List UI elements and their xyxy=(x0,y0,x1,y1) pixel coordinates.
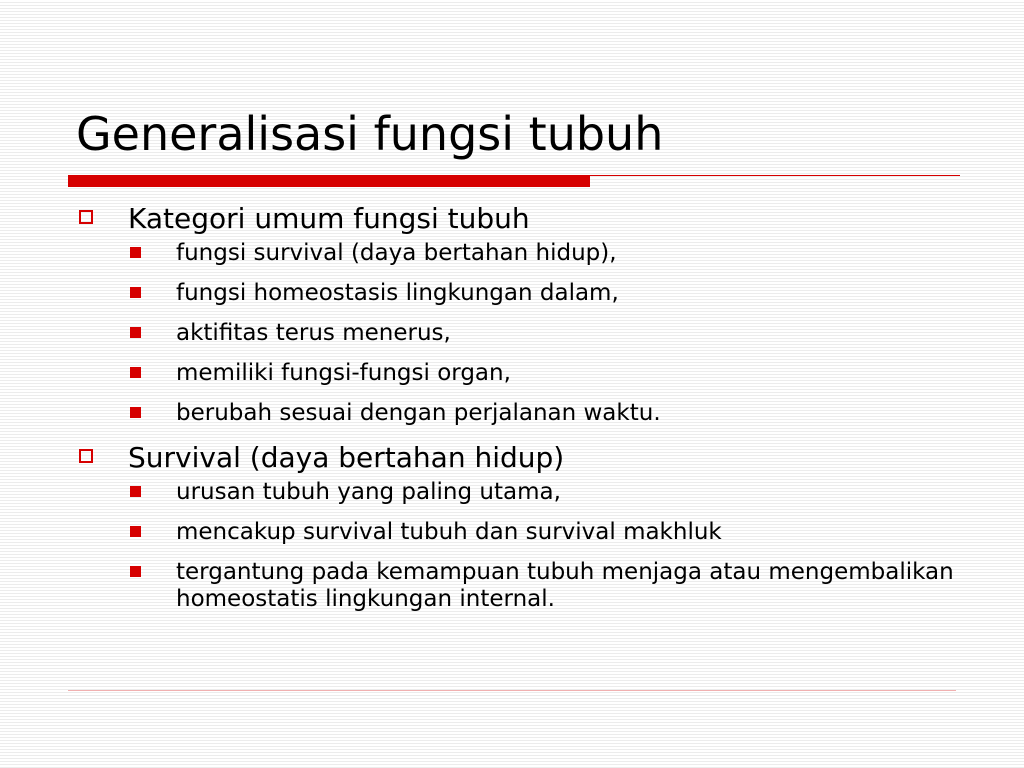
title-underline-thick xyxy=(68,175,590,187)
slide-content xyxy=(76,198,976,623)
footer-divider xyxy=(68,690,956,691)
list-item-text: berubah sesuai dengan perjalanan waktu. xyxy=(176,400,661,426)
solid-square-bullet-icon xyxy=(130,526,141,537)
list-item xyxy=(128,240,976,267)
list-item xyxy=(128,360,976,387)
list-item xyxy=(128,280,976,307)
list-item xyxy=(128,400,976,427)
title-underline-thin xyxy=(590,175,960,176)
section-heading xyxy=(76,437,976,479)
list-item-text: aktifitas terus menerus, xyxy=(176,320,451,346)
list-item-text: tergantung pada kemampuan tubuh menjaga atau mengembalikan homeostatis lingkungan internal. xyxy=(176,559,954,612)
list-item-text: fungsi survival (daya bertahan hidup), xyxy=(176,240,617,266)
solid-square-bullet-icon xyxy=(130,407,141,418)
list-item xyxy=(128,320,976,347)
solid-square-bullet-icon xyxy=(130,327,141,338)
list-item-text: memiliki fungsi-fungsi organ, xyxy=(176,360,511,386)
section-heading xyxy=(76,198,976,240)
solid-square-bullet-icon xyxy=(130,367,141,378)
hollow-square-bullet-icon xyxy=(79,449,93,463)
list-item xyxy=(128,479,976,506)
list-item xyxy=(128,519,976,546)
list-item-text: fungsi homeostasis lingkungan dalam, xyxy=(176,280,619,306)
solid-square-bullet-icon xyxy=(130,566,141,577)
list-item-text: urusan tubuh yang paling utama, xyxy=(176,479,561,505)
list-item xyxy=(128,559,976,613)
hollow-square-bullet-icon xyxy=(79,210,93,224)
slide-title: Generalisasi fungsi tubuh xyxy=(76,107,664,161)
solid-square-bullet-icon xyxy=(130,247,141,258)
section-heading-text: Kategori umum fungsi tubuh xyxy=(128,202,530,235)
list-item-text: mencakup survival tubuh dan survival makhluk xyxy=(176,519,722,545)
solid-square-bullet-icon xyxy=(130,287,141,298)
section-heading-text: Survival (daya bertahan hidup) xyxy=(128,441,565,474)
solid-square-bullet-icon xyxy=(130,486,141,497)
